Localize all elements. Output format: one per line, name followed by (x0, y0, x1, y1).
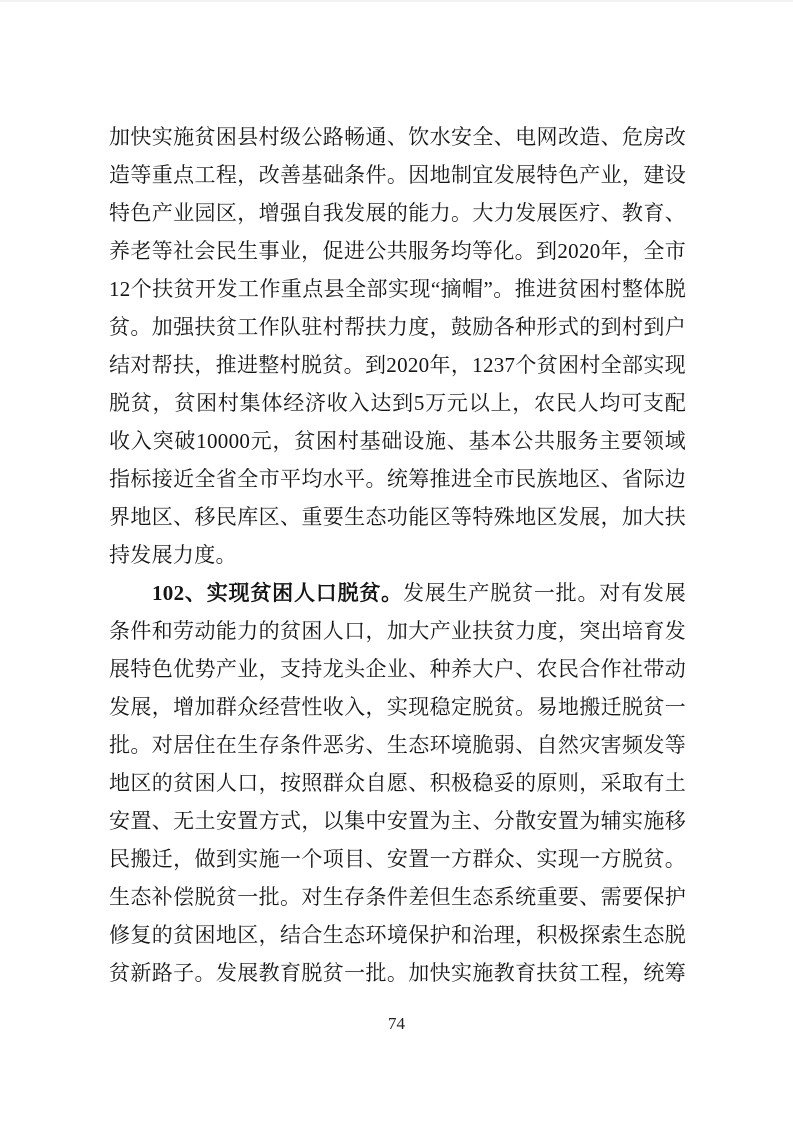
text-line: 民搬迁，做到实施一个项目、安置一方群众、实现一方脱贫。 (109, 847, 686, 871)
text-line: 批。对居住在生存条件恶劣、生态环境脆弱、自然灾害频发等 (109, 733, 686, 757)
text-run: 发展生产脱贫一批。对有发展 (403, 581, 686, 605)
text-line: 结对帮扶，推进整村脱贫。到2020年，1237个贫困村全部实现 (109, 353, 686, 377)
text-line: 加快实施贫困县村级公路畅通、饮水安全、电网改造、危房改 (109, 125, 686, 149)
text-line: 特色产业园区，增强自我发展的能力。大力发展医疗、教育、 (109, 201, 686, 225)
text-line: 界地区、移民库区、重要生态功能区等特殊地区发展，加大扶 (109, 505, 686, 529)
text-line: 条件和劳动能力的贫困人口，加大产业扶贫力度，突出培育发 (109, 619, 686, 643)
text-line: 贫新路子。发展教育脱贫一批。加快实施教育扶贫工程，统筹 (109, 961, 686, 985)
text-line (109, 574, 686, 612)
text-line: 养老等社会民生事业，促进公共服务均等化。到2020年，全市 (109, 239, 686, 263)
text-line: 脱贫，贫困村集体经济收入达到5万元以上，农民人均可支配 (109, 391, 686, 415)
text-line: 修复的贫困地区，结合生态环境保护和治理，积极探索生态脱 (109, 923, 686, 947)
text-line: 贫。加强扶贫工作队驻村帮扶力度，鼓励各种形式的到村到户 (109, 315, 686, 339)
text-line: 12个扶贫开发工作重点县全部实现“摘帽”。推进贫困村整体脱 (109, 277, 686, 301)
page-top-edge (0, 0, 793, 2)
text-line: 持发展力度。 (109, 543, 237, 567)
text-line: 收入突破10000元，贫困村基础设施、基本公共服务主要领域 (109, 429, 686, 453)
page-number: 74 (388, 1014, 405, 1033)
text-line: 安置、无土安置方式，以集中安置为主、分散安置为辅实施移 (109, 809, 686, 833)
text-line: 指标接近全省全市平均水平。统筹推进全市民族地区、省际边 (109, 467, 686, 491)
text-line: 展特色优势产业，支持龙头企业、种养大户、农民合作社带动 (109, 657, 686, 681)
text-line: 地区的贫困人口，按照群众自愿、积极稳妥的原则，采取有土 (109, 771, 686, 795)
text-line: 发展，增加群众经营性收入，实现稳定脱贫。易地搬迁脱贫一 (109, 695, 686, 719)
text-line: 造等重点工程，改善基础条件。因地制宜发展特色产业，建设 (109, 163, 686, 187)
text-line: 生态补偿脱贫一批。对生存条件差但生态系统重要、需要保护 (109, 885, 686, 909)
body-text (109, 118, 686, 992)
paragraph-heading: 102、实现贫困人口脱贫。 (152, 581, 403, 605)
